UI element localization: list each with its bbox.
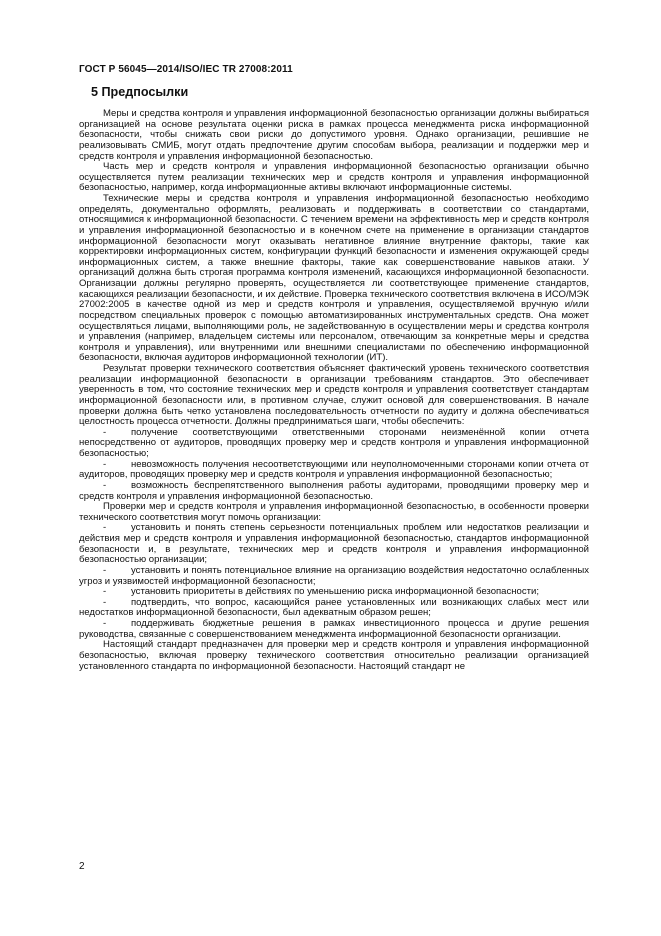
list-item	[79, 619, 589, 640]
paragraph: Технические меры и средства контроля и управления информационной безопасностью необходимо определять, документально оформлять, реализовать и поддерживать в соответствии со стандартами, относящимися к информационной безопасности. С течением времени на эффективность мер и средств контроля и управления информационной безопасностью и в конечном счете на применение в организации стандартов информационной безопасности могут оказывать негативное влияние внутренние факторы, такие как корректировки информационных систем, конфигурации функций безопасности и изменения окружающей среды информационных систем, а также внешние факторы, такие как совершенствование навыков атаки. У организаций должна быть строгая программа контроля изменений, касающихся информационной безопасности. Организации должны регулярно проверять, осуществляется ли соответствующее применение стандартов, касающихся реализации безопасности, и их действие. Проверка технического соответствия включена в ИСО/МЭК 27002:2005 в качестве одной из мер и средств контроля и управления, осуществляемой вручную и/или посредством специальных проверок с помощью автоматизированных инструментальных средств. Она может осуществляться лицами, выполняющими роль, не задействованную в осуществлении меры и средства контроля и управления (например, владельцем системы или персоналом, отвечающим за конкретные меры и средства контроля и управления), или внутренними или внешними специалистами по обеспечению информационной безопасности, включая аудиторов информационной технологии (ИТ).	[79, 193, 589, 364]
list-item-text: получение соответствующими ответственными сторонами неизменённой копии отчета непосредственно от аудиторов, проводящих проверку мер и средств контроля и управления информационной безопасностью;	[79, 426, 589, 459]
list-item	[79, 481, 589, 502]
paragraph: Часть мер и средств контроля и управления информационной безопасностью организации обычно осуществляется путем реализации технических мер и средств контроля и управления информационной безопасностью, например, когда информационные активы включают информационные системы.	[79, 161, 589, 194]
list-bullet: -	[103, 586, 107, 598]
list-item-text: невозможность получения несоответствующими или неуполномоченными сторонами копии отчета от аудиторов, проводящих проверку мер и средств контроля и управления информационной безопасностью;	[79, 458, 589, 481]
list-item-text: установить и понять степень серьезности потенциальных проблем или недостатков реализации и действия мер и средств контроля и управления информационной безопасностью, стандартов информационной безопасности и, в результате, технических мер и средств контроля и управления информационной безопасностью организации;	[79, 522, 589, 566]
paragraph: Результат проверки технического соответствия объясняет фактический уровень технического соответствия реализации информационной безопасности в организации требованиям стандартов. Это обеспечивает уверенность в том, что состояние технических мер и средств контроля и управления соответствует стандартам информационной безопасности или, в противном случае, служит основой для совершенствования. В начале проверки должна быть четко установлена последовательность отчетности по аудиту и должна обеспечиваться целостность процесса отчетности. Должны предприниматься шаги, чтобы обеспечить:	[79, 363, 589, 428]
section-title: 5 Предпосылки	[91, 85, 189, 99]
list-bullet: -	[103, 596, 107, 608]
paragraph: Проверки мер и средств контроля и управления информационной безопасностью, в особенности проверки технического соответствия могут помочь организации:	[79, 501, 589, 523]
list-bullet: -	[103, 426, 107, 438]
document-header: ГОСТ Р 56045—2014/ISO/IEC TR 27008:2011	[79, 64, 293, 75]
list-bullet: -	[103, 458, 107, 470]
list-item	[79, 460, 589, 481]
list-item	[79, 523, 589, 566]
paragraph: Настоящий стандарт предназначен для проверки мер и средств контроля и управления информационной безопасностью, включая проверку технического соответствия относительно реализации организацией установленного стандарта по информационной безопасности. Настоящий стандарт не	[79, 639, 589, 672]
list-bullet: -	[103, 522, 107, 534]
list-item	[79, 566, 589, 587]
list-item-text: возможность беспрепятственного выполнения работы аудиторами, проводящими проверку мер и средств контроля и управления информационной безопасностью.	[79, 479, 589, 502]
list-bullet: -	[103, 618, 107, 629]
page-number: 2	[79, 861, 85, 872]
list-item	[79, 428, 589, 460]
paragraph: Меры и средства контроля и управления информационной безопасностью организации должны выбираться организацией на основе результата оценки риска в рамках процесса менеджмента риска информационной безопасности, чтобы снижать свои риски до допустимого уровня. Однако организации, решившие не реализовывать СМИБ, могут отдать предпочтение другим способам выбора, реализации и поддержки мер и средств контроля и управления информационной безопасностью.	[79, 108, 589, 162]
document-body	[79, 109, 589, 672]
list-bullet: -	[103, 564, 107, 576]
list-item	[79, 598, 589, 619]
list-bullet: -	[103, 479, 107, 491]
list-item-text: установить приоритеты в действиях по уменьшению риска информационной безопасности;	[131, 586, 539, 598]
list-item-text: подтвердить, что вопрос, касающийся ранее установленных или возникающих слабых мест или недостатков информационной безопасности, был адекватным образом решен;	[79, 596, 589, 619]
list-item-text: установить и понять потенциальное влияние на организацию воздействия недостаточно ослабленных угроз и уязвимостей информационной безопасности;	[79, 564, 589, 587]
list-item-text: поддерживать бюджетные решения в рамках инвестиционного процесса и другие решения руководства, связанные с совершенствованием менеджмента информационной безопасности организации.	[79, 618, 589, 640]
